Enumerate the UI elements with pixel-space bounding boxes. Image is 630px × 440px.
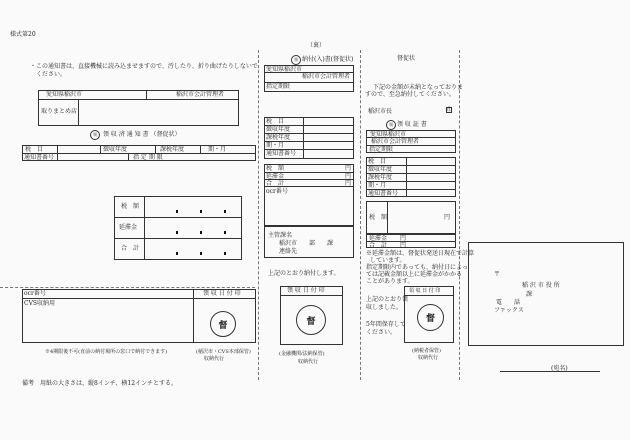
- ocr-label: ocr番号: [24, 290, 46, 297]
- note2: しています。: [370, 257, 406, 264]
- taxpayer-holder: (納税者保管): [412, 348, 441, 354]
- keep1: 5年間保存して: [366, 321, 406, 328]
- yen: 円: [345, 173, 352, 180]
- receipt-due: 指定期限: [266, 83, 291, 90]
- received2: 収しました。: [366, 304, 403, 311]
- reminder-tax: 税 額: [369, 214, 388, 221]
- payee-city: 愛知県稲沢市: [46, 91, 83, 98]
- form-number: 様式第20: [10, 31, 36, 38]
- late-fee-label: 延滞金: [119, 224, 138, 231]
- receipt-office: 稲沢市会計管理者: [302, 73, 351, 80]
- keep2: ください。: [366, 329, 397, 336]
- tax-type-label: 税 目: [25, 146, 44, 153]
- seal-mark: 領: [90, 130, 100, 140]
- footnote: 備考 用紙の大きさは、縦8インチ、横12インチとする。: [22, 380, 178, 387]
- zip-mark: 〒: [494, 271, 501, 278]
- back-label: （裏）: [307, 42, 326, 49]
- reminder-row: 徴収年度: [368, 166, 393, 173]
- address-box: [468, 242, 624, 346]
- agent-label: 収納代行: [418, 355, 439, 361]
- reminder-due: 指定期限: [369, 146, 394, 153]
- receipt-row: 徴収年度: [266, 126, 291, 133]
- tokusoku-stamp-icon: 督: [417, 304, 444, 331]
- contact-tel: 連絡先: [279, 248, 298, 255]
- period-label: 期・月: [208, 146, 227, 153]
- bundle-label: 取りまとめ店: [41, 108, 78, 115]
- reminder-late: 延滞金: [369, 235, 388, 242]
- receipt-row: 税 目: [266, 118, 285, 125]
- payee-office: 稲沢市会計管理者: [176, 91, 225, 98]
- city-hall: 稲 沢 市 役 所: [522, 282, 560, 289]
- note4: ては記載金額以上に延滞金がかかる: [366, 271, 463, 278]
- agent-label: 収納代行: [298, 359, 319, 365]
- note1: ※延滞金額は、督促状発送日現在で計算: [366, 250, 475, 257]
- fax-label: ファックス: [494, 307, 524, 314]
- receipt-ocr: ocr番号: [266, 188, 288, 195]
- received1: 上記のとおり領: [366, 296, 409, 303]
- receipt-amount: 税 額: [266, 165, 285, 172]
- receipt-city: 愛知県稲沢市: [266, 66, 303, 73]
- yen: 円: [400, 235, 407, 242]
- reminder-text2: すので、至急納付してください。: [365, 91, 455, 98]
- cvs-label: CVS収納用: [24, 300, 56, 307]
- contact-city: 稲沢市 部 課: [279, 240, 334, 247]
- receipt-header: 納付(入)書(督促状): [302, 56, 354, 63]
- seal-mark: 領: [291, 55, 301, 65]
- stamp-label: 領 収 日 付 印: [409, 288, 441, 294]
- reminder-row: 期・月: [368, 182, 387, 189]
- bank-holder: (金融機関/法納保管): [279, 351, 325, 357]
- notice-line2: ください。: [36, 71, 67, 78]
- due-date-label: 指 定 期 限: [133, 154, 163, 161]
- receipt-row: 期・月: [266, 142, 285, 149]
- total-label: 合 計: [121, 245, 140, 252]
- yen: 円: [400, 242, 407, 249]
- agent-label: 収納代行: [204, 356, 225, 362]
- stamp-label: 領 収 日 付 印: [287, 287, 325, 294]
- notice-line1: ・この通知書は、直接機械に読み込ませますので、汚したり、折り曲げたりしないで: [30, 63, 258, 70]
- deadline-warning: ※4期限後不可(直前の納付場所の窓口で納付できます): [45, 349, 168, 355]
- yen: 円: [345, 180, 352, 187]
- phone-label: 電 話: [496, 299, 521, 306]
- reminder-total: 合 計: [369, 242, 388, 249]
- contact-dept: 主管課名: [268, 232, 293, 239]
- yen: 円: [444, 214, 451, 221]
- reminder-row: 通知書番号: [368, 190, 399, 197]
- reminder-city: 愛知県稲沢市: [370, 131, 407, 138]
- receipt-title: 領 収 証 書: [397, 121, 427, 128]
- reminder-row: 課税年度: [368, 174, 393, 181]
- collect-year-label: 徴収年度: [103, 146, 128, 153]
- note5: ことがあります。: [366, 278, 414, 285]
- cvs-holder: (稲沢市・CVS本部保管): [196, 349, 251, 355]
- reminder-header: 督促状: [397, 55, 416, 62]
- seal-icon: 印: [447, 107, 453, 113]
- dept: 課: [526, 291, 533, 298]
- yen: 円: [345, 165, 352, 172]
- tax-amount-label: 税 額: [121, 203, 140, 210]
- reminder-row: 税 目: [368, 158, 387, 165]
- recipient-label: (宛名): [551, 365, 568, 372]
- receipt-amount: 延滞金: [266, 173, 285, 180]
- note3: 指定期限内であっても、納付日によっ: [366, 264, 468, 271]
- tokusoku-stamp-icon: 督: [296, 305, 326, 335]
- receipt-row: 課税年度: [266, 134, 291, 141]
- tax-year-label: 課税年度: [160, 146, 185, 153]
- mayor-label: 稲沢市長: [368, 108, 393, 115]
- paid-text: 上記のとおり納付します。: [268, 270, 340, 277]
- stamp-label: 領 収 日 付 印: [203, 290, 241, 297]
- receipt-amount: 合 計: [266, 180, 285, 187]
- reminder-text1: 下記の金額が未納となっておりま: [373, 84, 464, 91]
- notice-title: 領 収 済 通 知 書 （督促状）: [103, 131, 181, 138]
- seal-mark: 領: [386, 120, 396, 130]
- tokusoku-stamp-icon: 督: [210, 311, 236, 337]
- receipt-row: 通知書番号: [266, 150, 297, 157]
- reminder-office: 稲沢市会計管理者: [371, 138, 420, 145]
- notice-number-label: 通知書番号: [24, 154, 55, 161]
